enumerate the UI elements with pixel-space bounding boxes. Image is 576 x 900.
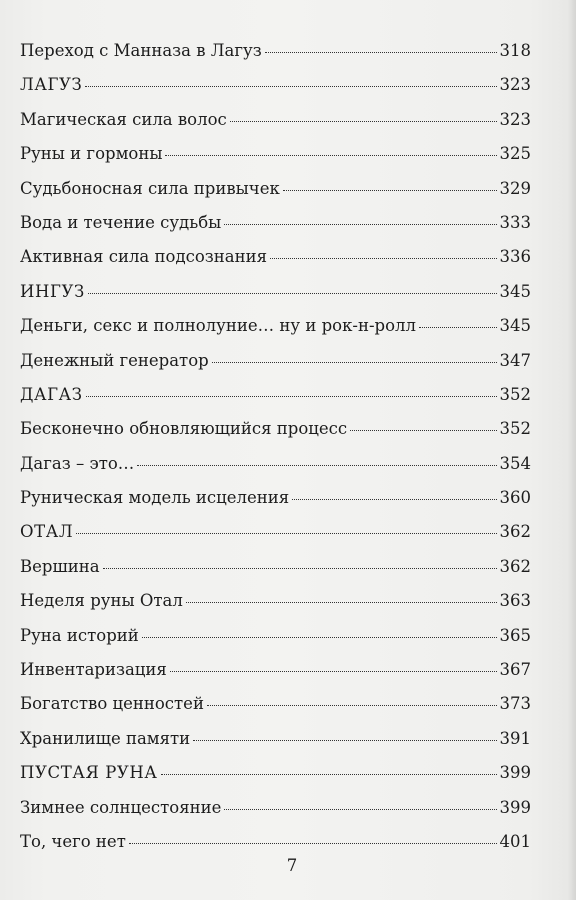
toc-entry-page: 362: [499, 522, 531, 542]
toc-entry-title: Инвентаризация: [20, 660, 167, 680]
toc-section-entry: [20, 522, 531, 556]
toc-entry-title: Руническая модель исцеления: [20, 488, 290, 508]
toc-entry-page: 318: [499, 41, 531, 60]
dot-leader: [419, 327, 497, 328]
dot-leader: [224, 809, 496, 810]
table-of-contents: [20, 41, 531, 866]
page-number: 7: [286, 856, 298, 875]
toc-entry-page: 354: [499, 453, 531, 473]
toc-entry-page: 365: [499, 625, 531, 645]
toc-entry-title: Бесконечно обновляющийся процесс: [20, 419, 348, 439]
toc-entry: [20, 110, 531, 144]
toc-section-title: ДАГАЗ: [20, 384, 83, 404]
toc-entry-page: 323: [499, 75, 531, 95]
page-edge-shadow: [568, 0, 576, 900]
toc-entry-title: Деньги, секс и полнолуние… ну и рок-н-ролл: [20, 316, 416, 336]
toc-section-entry: [20, 75, 531, 109]
toc-entry: [20, 626, 531, 660]
toc-entry: [20, 557, 531, 591]
dot-leader: [88, 293, 497, 294]
toc-entry-title: Вершина: [20, 556, 100, 576]
dot-leader: [350, 430, 496, 431]
toc-entry: [20, 660, 531, 694]
toc-entry-page: 373: [499, 694, 531, 714]
toc-entry-page: 363: [499, 591, 531, 611]
dot-leader: [142, 637, 497, 638]
dot-leader: [165, 155, 496, 156]
toc-entry-title: Дагаз – это…: [20, 453, 135, 473]
toc-entry-page: 345: [499, 281, 531, 301]
dot-leader: [230, 121, 497, 122]
toc-entry-page: 391: [499, 728, 531, 748]
toc-section-title: ПУСТАЯ РУНА: [20, 763, 158, 783]
dot-leader: [193, 740, 496, 741]
toc-entry-title: Хранилище памяти: [20, 728, 191, 748]
dot-leader: [129, 843, 497, 844]
dot-leader: [85, 86, 496, 87]
toc-entry-title: Активная сила подсознания: [20, 247, 268, 267]
dot-leader: [186, 602, 497, 603]
dot-leader: [283, 190, 497, 191]
toc-section-title: ИНГУЗ: [20, 281, 85, 301]
dot-leader: [170, 671, 497, 672]
toc-entry: [20, 419, 531, 453]
toc-entry: [20, 316, 531, 350]
toc-entry: [20, 729, 531, 763]
toc-entry-page: 323: [499, 109, 531, 129]
toc-entry-page: 347: [499, 350, 531, 370]
toc-entry-title: Судьбоносная сила привычек: [20, 178, 280, 198]
dot-leader: [224, 224, 496, 225]
toc-entry-title: Магическая сила волос: [20, 109, 227, 129]
toc-entry: [20, 247, 531, 281]
toc-section-title: ОТАЛ: [20, 522, 74, 542]
toc-entry: [20, 798, 531, 832]
toc-entry-page: 336: [499, 247, 531, 267]
toc-entry-page: 333: [499, 212, 531, 232]
toc-entry-title: Руна историй: [20, 625, 139, 645]
toc-entry: [20, 41, 531, 75]
toc-entry-page: 325: [499, 144, 531, 164]
toc-entry-title: Богатство ценностей: [20, 694, 204, 714]
toc-section-entry: [20, 282, 531, 316]
dot-leader: [103, 568, 497, 569]
toc-section-entry: [20, 763, 531, 797]
toc-entry-page: 345: [499, 316, 531, 336]
dot-leader: [207, 705, 497, 706]
toc-entry-title: То, чего нет: [20, 831, 126, 851]
toc-entry-page: 399: [499, 797, 531, 817]
toc-entry-title: Вода и течение судьбы: [20, 212, 222, 232]
toc-section-title: ЛАГУЗ: [20, 75, 83, 95]
toc-entry: [20, 454, 531, 488]
toc-entry: [20, 694, 531, 728]
dot-leader: [76, 533, 496, 534]
toc-entry-title: Неделя руны Отал: [20, 591, 183, 611]
toc-entry: [20, 144, 531, 178]
toc-entry: [20, 488, 531, 522]
toc-entry-page: 329: [499, 178, 531, 198]
toc-entry-page: 362: [499, 556, 531, 576]
toc-entry-title: Зимнее солнцестояние: [20, 797, 222, 817]
toc-entry: [20, 351, 531, 385]
dot-leader: [86, 396, 497, 397]
toc-entry: [20, 213, 531, 247]
toc-entry: [20, 591, 531, 625]
toc-entry-page: 401: [499, 831, 531, 851]
toc-entry: [20, 179, 531, 213]
toc-entry-page: 360: [499, 488, 531, 508]
toc-entry-page: 399: [499, 763, 531, 783]
toc-entry-title: Денежный генератор: [20, 350, 209, 370]
dot-leader: [270, 258, 496, 259]
toc-entry-title: Переход с Манназа в Лагуз: [20, 41, 262, 60]
dot-leader: [137, 465, 496, 466]
toc-entry-title: Руны и гормоны: [20, 144, 163, 164]
toc-section-entry: [20, 385, 531, 419]
toc-entry-page: 352: [499, 384, 531, 404]
toc-entry-page: 367: [499, 660, 531, 680]
dot-leader: [292, 499, 496, 500]
dot-leader: [161, 774, 497, 775]
toc-entry-page: 352: [499, 419, 531, 439]
dot-leader: [265, 52, 497, 53]
dot-leader: [212, 362, 497, 363]
